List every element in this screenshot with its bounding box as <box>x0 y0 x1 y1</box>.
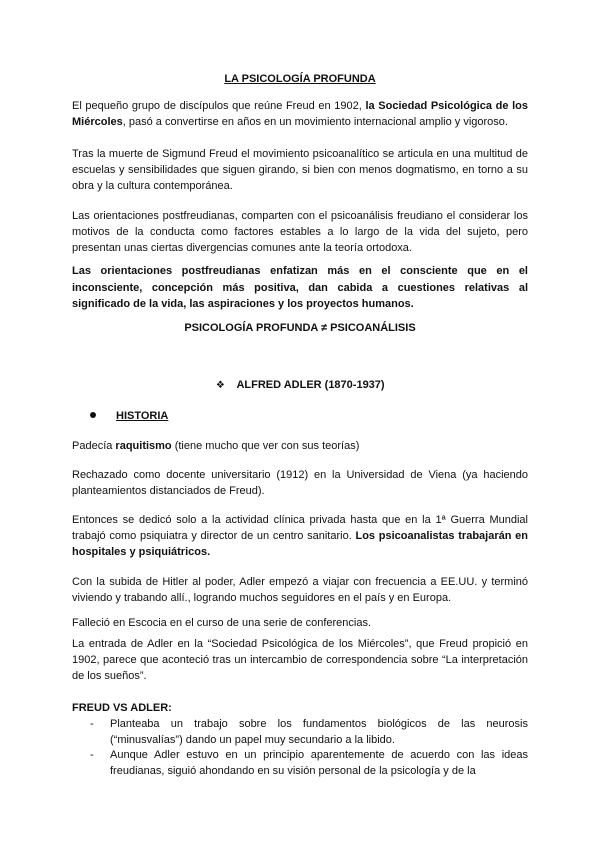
paragraph-postfreudian: Las orientaciones postfreudianas, comparten con el psicoanálisis freudiano el considerar los motivos de la conducta como factores estables a lo largo de la vida del sujeto, pero presentan unas ciertas divergencias comunes ante la teoría ortodoxa. <box>72 210 528 255</box>
paragraph-hitler: Con la subida de Hitler al poder, Adler empezó a viajar con frecuencia a EE.UU. y terminó viviendo y trabando allí., logrando muchos seguidores en el país y en Europa. <box>72 576 528 605</box>
paragraph-actividad-clinica: Entonces se dedicó solo a la actividad clínica privada hasta que en la 1ª Guerra Mundial trabajó como psiquiatra y director de un centro sanitario. Los psicoanalistas trabajarán en hospitales y psiquiátricos. <box>72 514 528 559</box>
equation-line: PSICOLOGÍA PROFUNDA ≠ PSICOANÁLISIS <box>184 322 416 334</box>
paragraph-fallecio: Falleció en Escocia en el curso de una serie de conferencias. <box>72 617 372 629</box>
bullet-dot-icon <box>90 412 96 418</box>
diamond-bullet-icon: ❖ <box>215 380 225 391</box>
title-text: LA PSICOLOGÍA PROFUNDA <box>224 73 376 85</box>
paragraph-raquitismo: Padecía raquitismo (tiene mucho que ver con sus teorías) <box>72 440 360 452</box>
paragraph-entrada: La entrada de Adler en la “Sociedad Psicológica de los Miércoles”, que Freud propició en 1902, parece que aconteció tras un intercambio de correspondencia sobre “La interpretación de los sueños”. <box>72 638 528 683</box>
society-name: la Sociedad Psicológica de los Miércoles <box>72 100 529 129</box>
vs-heading: FREUD VS ADLER: <box>72 702 172 714</box>
paragraph-rechazado: Rechazado como docente universitario (1912) en la Universidad de Viena (ya haciendo planteamientos distanciados de Freud). <box>72 469 528 498</box>
dash-bullet: - <box>90 718 94 730</box>
section-heading-text: ALFRED ADLER (1870-1937) <box>236 379 385 391</box>
page-title <box>72 71 528 87</box>
paragraph-intro: El pequeño grupo de discípulos que reúne Freud en 1902, la Sociedad Psicológica de los Miércoles, pasó a convertirse en años en un movimiento internacional amplio y vigoroso. <box>72 100 529 129</box>
section-heading <box>72 377 528 394</box>
paragraph-postfreudian-emphasis: Las orientaciones postfreudianas enfatizan más en el consciente que en el inconsciente, concepción más positiva, dan cabida a cuestiones relativas al significado de la vida, las aspiraciones y los proyectos humanos. <box>72 265 528 310</box>
dash-bullet: - <box>90 749 94 761</box>
subheading-text: HISTORIA <box>116 410 169 422</box>
paragraph-after-freud: Tras la muerte de Sigmund Freud el movimiento psicoanalítico se articula en una multitud de escuelas y sensibilidades que siguen girando, si bien con menos dogmatismo, en torno a su obra y la cultura contemporánea. <box>72 148 528 193</box>
subheading-historia <box>90 408 546 424</box>
